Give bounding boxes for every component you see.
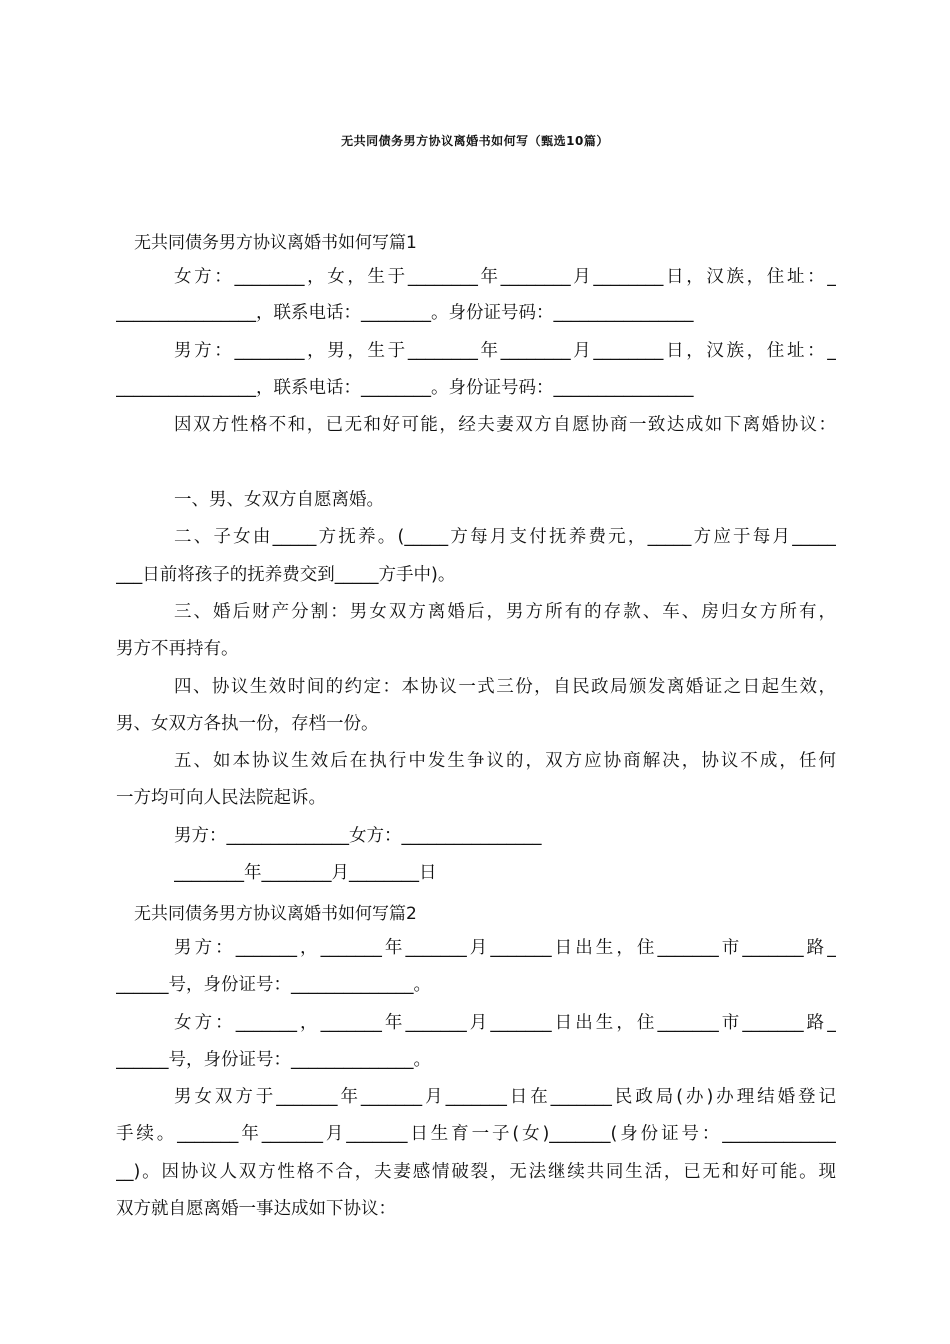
paragraph-line: 一方均可向人民法院起诉。 xyxy=(116,788,326,808)
paragraph-line: __)。因协议人双方性格不合，夫妻感情破裂，无法继续共同生活，已无和好可能。现 xyxy=(116,1162,836,1182)
signature-line: 男方：______________女方：________________ xyxy=(174,826,542,846)
paragraph-line: 一、男、女双方自愿离婚。 xyxy=(174,490,384,510)
paragraph-line: 男方：________，男，生于________年________月________日，汉族，住址：_ xyxy=(174,341,836,361)
paragraph-line: ________________，联系电话：________。身份证号码：________________ xyxy=(116,303,694,323)
section-heading-1: 无共同债务男方协议离婚书如何写篇1 xyxy=(134,233,417,253)
paragraph-line: ________________，联系电话：________。身份证号码：________________ xyxy=(116,378,694,398)
paragraph-line: 四、协议生效时间的约定：本协议一式三份，自民政局颁发离婚证之日起生效， xyxy=(174,677,836,697)
paragraph-line: 男、女双方各执一份，存档一份。 xyxy=(116,714,379,734)
paragraph-line: 女方：_______，_______年_______月_______日出生，住_______市_______路_ xyxy=(174,1013,836,1033)
paragraph-line: 三、婚后财产分割：男女双方离婚后，男方所有的存款、车、房归女方所有， xyxy=(174,602,836,622)
section-heading-2: 无共同债务男方协议离婚书如何写篇2 xyxy=(134,904,417,924)
paragraph-line: 男方：_______，_______年_______月_______日出生，住_______市_______路_ xyxy=(174,938,836,958)
document-title: 无共同债务男方协议离婚书如何写（甄选10篇） xyxy=(341,134,609,148)
paragraph-line: 因双方性格不和，已无和好可能，经夫妻双方自愿协商一致达成如下离婚协议： xyxy=(174,415,836,435)
paragraph-line: 男方不再持有。 xyxy=(116,639,239,659)
paragraph-line: 五、如本协议生效后在执行中发生争议的，双方应协商解决，协议不成，任何 xyxy=(174,751,836,771)
paragraph-line: 男女双方于_______年_______月_______日在_______民政局(办)办理结婚登记 xyxy=(174,1087,836,1107)
date-line: ________年________月________日 xyxy=(174,863,437,883)
paragraph-line: ______号，身份证号：______________。 xyxy=(116,1050,431,1070)
paragraph-line: ______号，身份证号：______________。 xyxy=(116,975,431,995)
paragraph-line: 女方：________，女，生于________年________月________日，汉族，住址：_ xyxy=(174,267,836,287)
paragraph-line: 手续。_______年_______月_______日生育一子(女)_______(身份证号：_____________ xyxy=(116,1124,836,1144)
paragraph-line: 二、子女由_____方抚养。(_____方每月支付抚养费元，_____方应于每月_____ xyxy=(174,527,836,547)
paragraph-line: 双方就自愿离婚一事达成如下协议： xyxy=(116,1199,396,1219)
paragraph-line: ___日前将孩子的抚养费交到_____方手中)。 xyxy=(116,565,456,585)
